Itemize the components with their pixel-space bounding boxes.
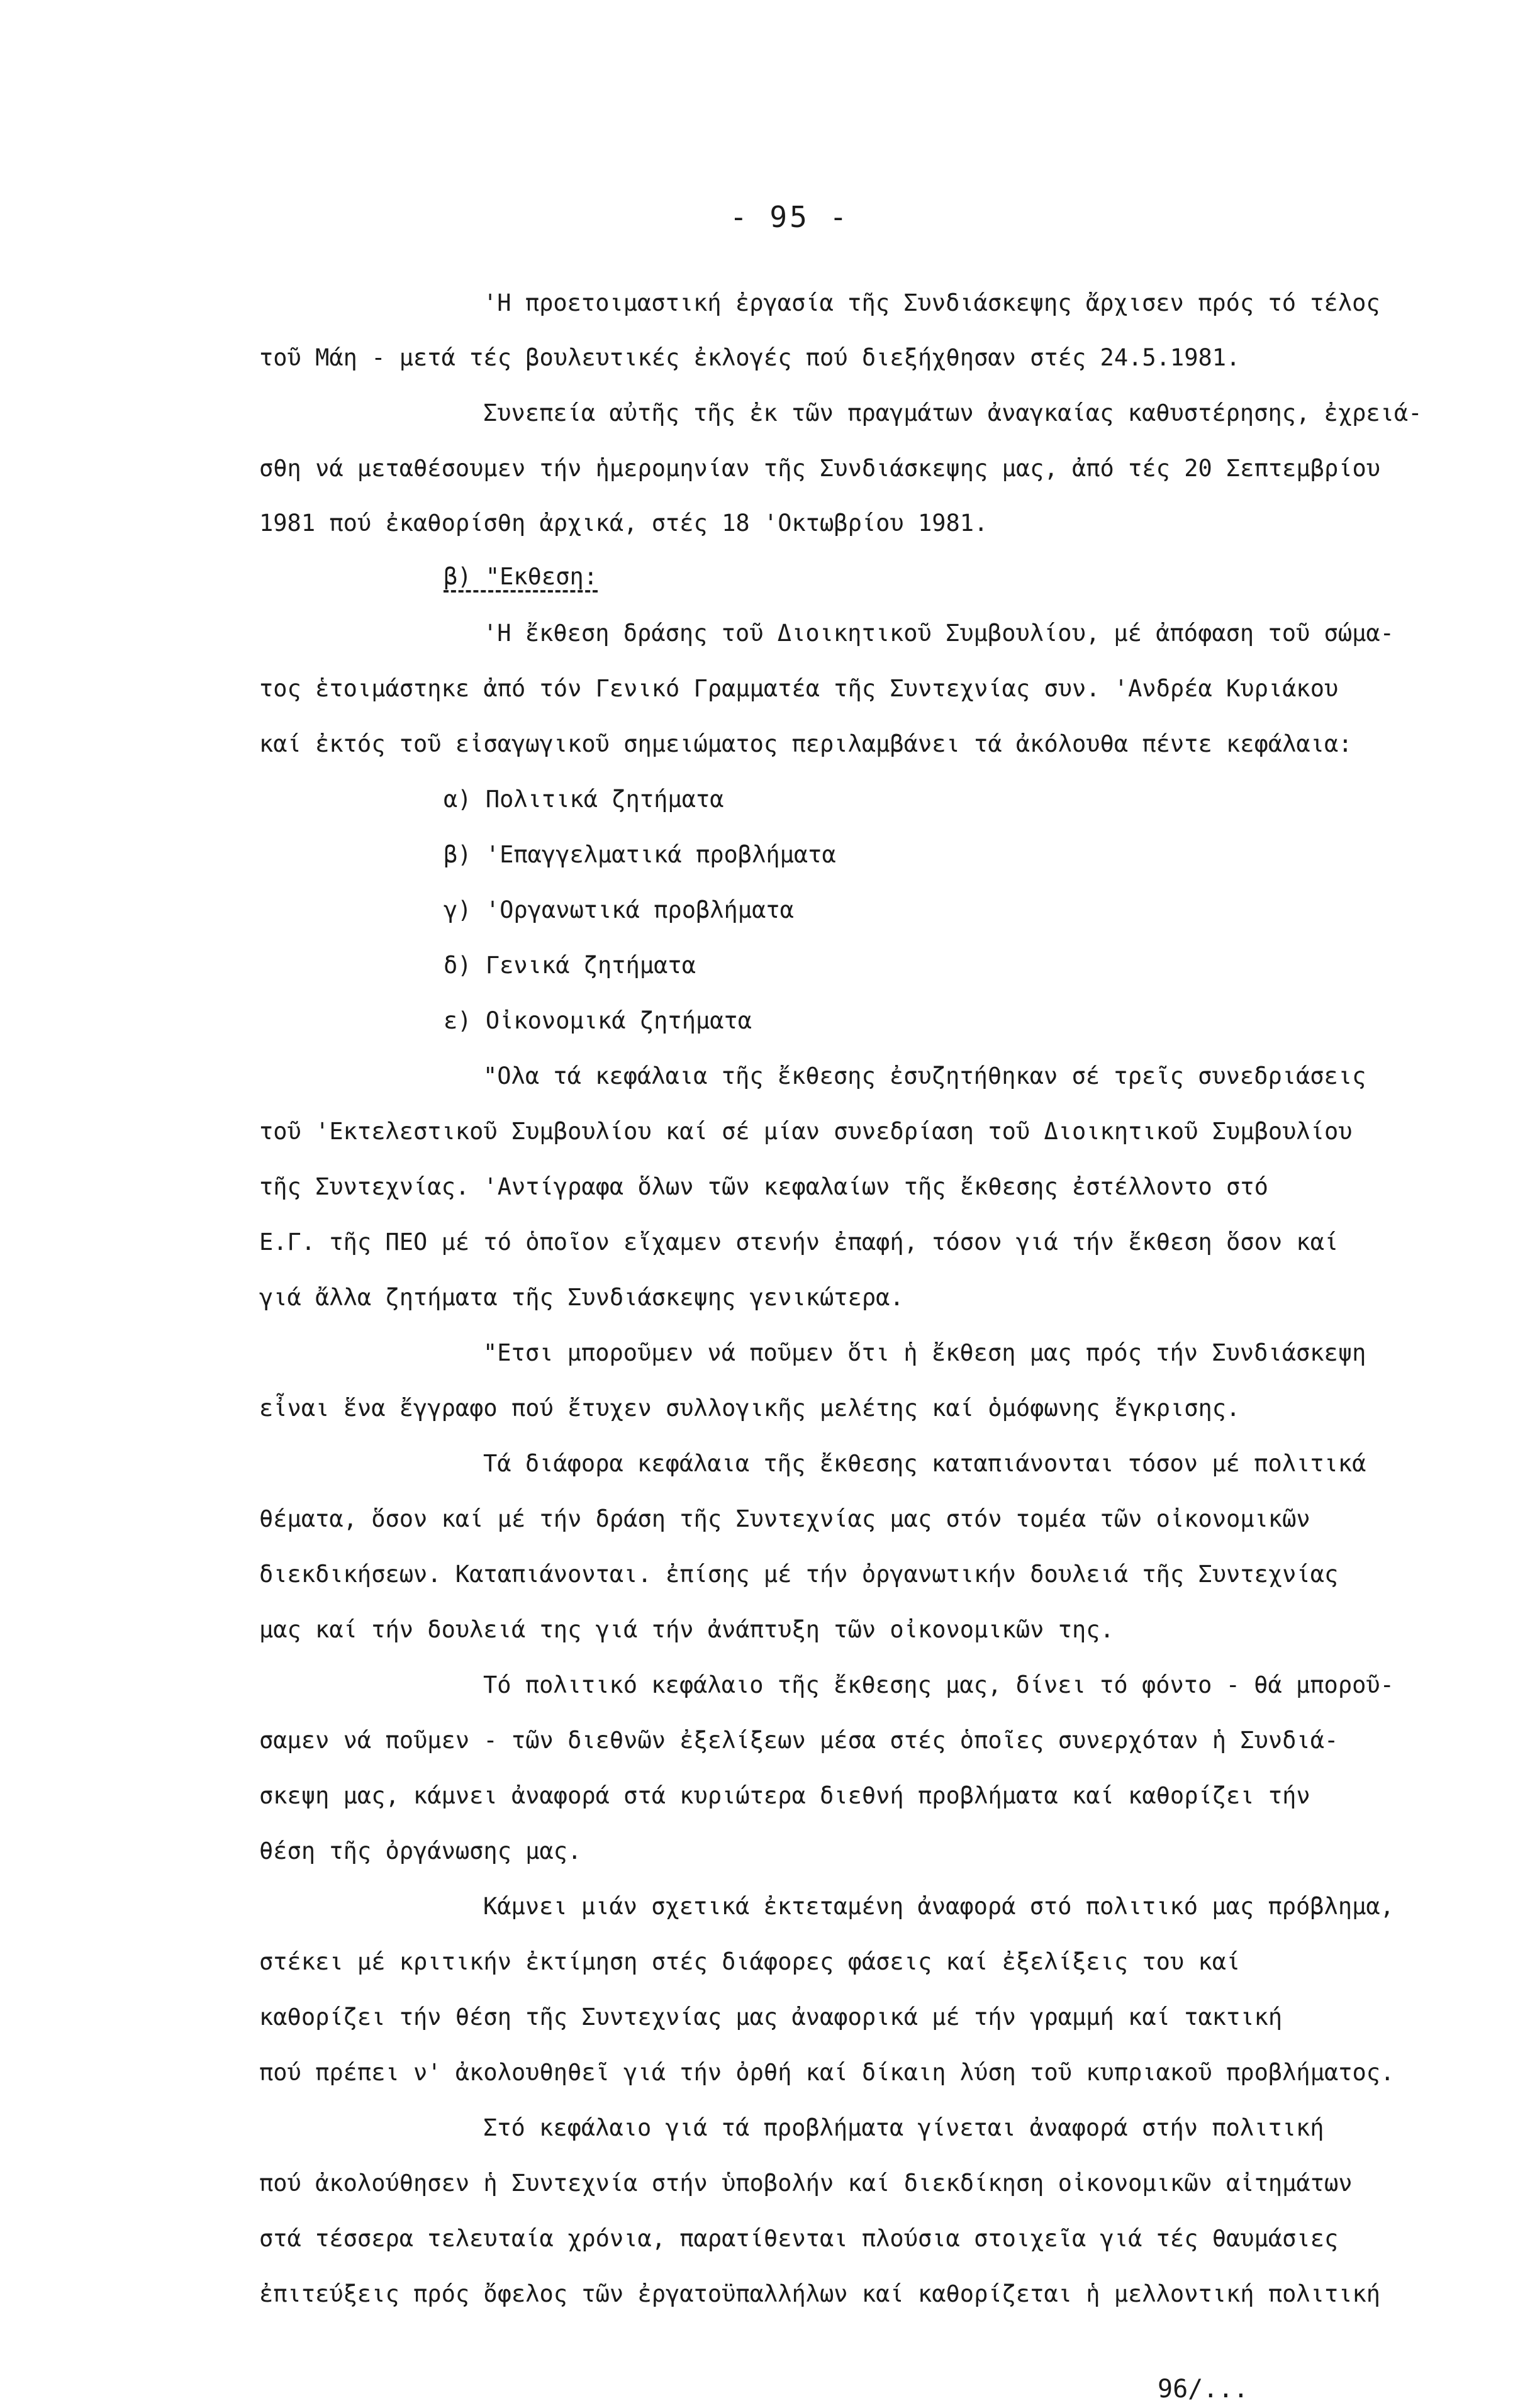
text-line: καθορίζει τήν θέση τῆς Συντεχνίας μας ἀναφορικά μέ τήν γραμμή καί τακτική — [259, 2004, 1283, 2031]
text-line: 'Η ἔκθεση δράσης τοῦ Διοικητικοῦ Συμβουλίου, μέ ἀπόφαση τοῦ σώμα- — [483, 620, 1394, 647]
text-line: ἐπιτεύξεις πρός ὄφελος τῶν ἐργατοϋπαλλήλων καί καθορίζεται ἡ μελλοντική πολιτική — [259, 2280, 1381, 2307]
text-line: Τό πολιτικό κεφάλαιο τῆς ἔκθεσης μας, δίνει τό φόντο - θά μποροῦ- — [483, 1671, 1394, 1698]
text-line: σκεψη μας, κάμνει ἀναφορά στά κυριώτερα διεθνή προβλήματα καί καθορίζει τήν — [259, 1782, 1310, 1809]
list-item: δ) Γενικά ζητήματα — [444, 952, 696, 979]
text-line: σθη νά μεταθέσουμεν τήν ἡμερομηνίαν τῆς Συνδιάσκεψης μας, ἀπό τές 20 Σεπτεμβρίου — [259, 455, 1381, 482]
text-line: "Ολα τά κεφάλαια τῆς ἔκθεσης ἐσυζητήθηκαν σέ τρεῖς συνεδριάσεις — [483, 1062, 1366, 1090]
text-line: στέκει μέ κριτικήν ἐκτίμηση στές διάφορες φάσεις καί ἐξελίξεις του καί — [259, 1948, 1241, 1975]
text-line: σαμεν νά ποῦμεν - τῶν διεθνῶν ἐξελίξεων μέσα στές ὁποῖες συνερχόταν ἡ Συνδιά- — [259, 1727, 1339, 1754]
text-line: Συνεπεία αὐτῆς τῆς ἐκ τῶν πραγμάτων ἀναγκαίας καθυστέρησης, ἐχρειά- — [483, 399, 1422, 426]
text-line: τοῦ Μάη - μετά τές βουλευτικές ἐκλογές πού διεξήχθησαν στές 24.5.1981. — [259, 344, 1241, 371]
text-line: πού πρέπει ν' ἀκολουθηθεῖ γιά τήν ὀρθή καί δίκαιη λύση τοῦ κυπριακοῦ προβλήματος. — [259, 2059, 1395, 2086]
list-item: ε) Οἰκονομικά ζητήματα — [444, 1007, 752, 1034]
text-line: στά τέσσερα τελευταία χρόνια, παρατίθενται πλούσια στοιχεῖα γιά τές θαυμάσιες — [259, 2225, 1339, 2252]
text-line: Στό κεφάλαιο γιά τά προβλήματα γίνεται ἀναφορά στήν πολιτική — [483, 2114, 1324, 2141]
text-line: τος ἑτοιμάστηκε ἀπό τόν Γενικό Γραμματέα τῆς Συντεχνίας συν. 'Ανδρέα Κυριάκου — [259, 675, 1339, 702]
text-line: τοῦ 'Εκτελεστικοῦ Συμβουλίου καί σέ μίαν συνεδρίαση τοῦ Διοικητικοῦ Συμβουλίου — [259, 1118, 1353, 1145]
text-line: Ε.Γ. τῆς ΠΕΟ μέ τό ὁποῖον εἴχαμεν στενήν ἐπαφή, τόσον γιά τήν ἔκθεση ὅσον καί — [259, 1229, 1339, 1256]
text-line: διεκδικήσεων. Καταπιάνονται. ἐπίσης μέ τήν ὀργανωτικήν δουλειά τῆς Συντεχνίας — [259, 1561, 1339, 1588]
text-line: εἶναι ἕνα ἔγγραφο πού ἔτυχεν συλλογικῆς μελέτης καί ὁμόφωνης ἔγκρισης. — [259, 1395, 1241, 1422]
text-line: "Ετσι μποροῦμεν νά ποῦμεν ὅτι ἡ ἔκθεση μας πρός τήν Συνδιάσκεψη — [483, 1339, 1366, 1366]
text-line: 1981 πού ἐκαθορίσθη ἀρχικά, στές 18 'Οκτωβρίου 1981. — [259, 510, 988, 537]
text-line: θέματα, ὅσον καί μέ τήν δράση τῆς Συντεχνίας μας στόν τομέα τῶν οἰκονομικῶν — [259, 1505, 1310, 1532]
list-item: β) 'Επαγγελματικά προβλήματα — [444, 841, 836, 868]
list-item: α) Πολιτικά ζητήματα — [444, 786, 724, 813]
section-heading: β) "Εκθεση: — [444, 563, 598, 590]
list-item: γ) 'Οργανωτικά προβλήματα — [444, 896, 794, 923]
text-line: τῆς Συντεχνίας. 'Αντίγραφα ὅλων τῶν κεφαλαίων τῆς ἔκθεσης ἐστέλλοντο στό — [259, 1173, 1268, 1200]
page-number: - 95 - — [730, 200, 850, 234]
text-line: καί ἐκτός τοῦ εἰσαγωγικοῦ σημειώματος περιλαμβάνει τά ἀκόλουθα πέντε κεφάλαια: — [259, 730, 1353, 757]
text-line: Τά διάφορα κεφάλαια τῆς ἔκθεσης καταπιάνονται τόσον μέ πολιτικά — [483, 1450, 1366, 1477]
text-line: Κάμνει μιάν σχετικά ἐκτεταμένη ἀναφορά στό πολιτικό μας πρόβλημα, — [483, 1893, 1394, 1920]
text-line: 'Η προετοιμαστική ἐργασία τῆς Συνδιάσκεψης ἄρχισεν πρός τό τέλος — [483, 289, 1380, 316]
text-line: θέση τῆς ὀργάνωσης μας. — [259, 1837, 582, 1865]
page-continuation-marker: 96/... — [1158, 2375, 1249, 2404]
text-line: πού ἀκολούθησεν ἡ Συντεχνία στήν ὑποβολήν καί διεκδίκηση οἰκονομικῶν αἰτημάτων — [259, 2170, 1353, 2197]
text-line: μας καί τήν δουλειά της γιά τήν ἀνάπτυξη τῶν οἰκονομικῶν της. — [259, 1616, 1114, 1643]
text-line: γιά ἄλλα ζητήματα τῆς Συνδιάσκεψης γενικώτερα. — [259, 1284, 904, 1311]
